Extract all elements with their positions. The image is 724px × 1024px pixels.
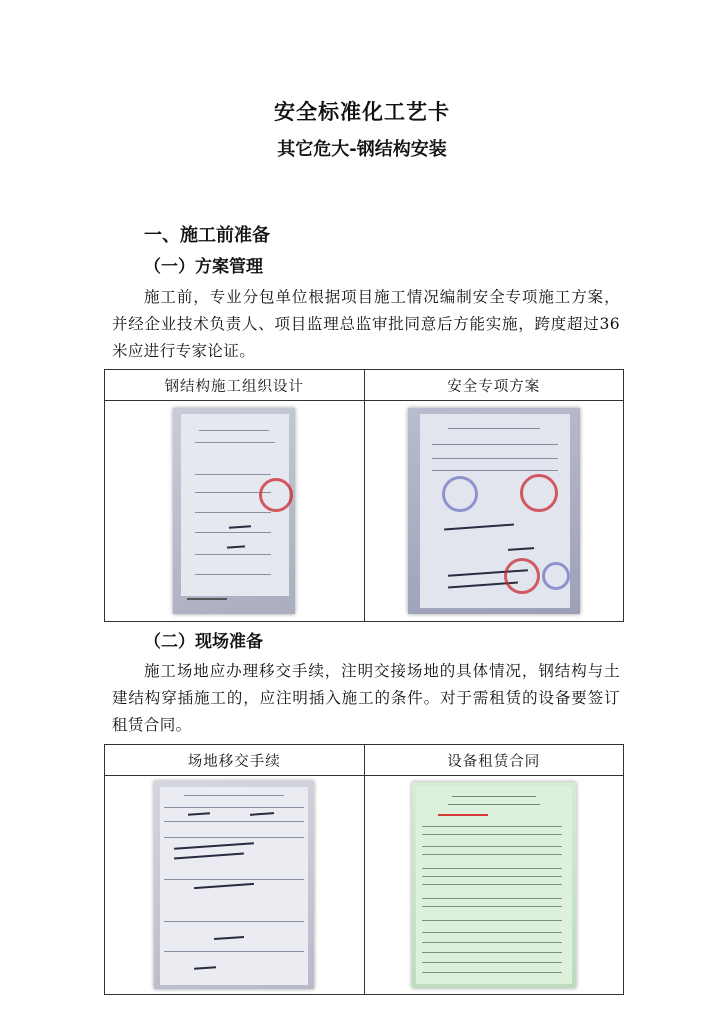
- cell-photo-construction-design: [105, 401, 365, 622]
- photo-construction-design: [173, 408, 295, 614]
- table-site-documents: [104, 744, 624, 995]
- blue-seal-icon: [542, 562, 570, 590]
- table-header-equipment-lease: 设备租赁合同: [364, 745, 624, 776]
- cell-photo-site-handover: [105, 776, 365, 995]
- document-subtitle: 其它危大-钢结构安装: [277, 139, 447, 160]
- document-title: 安全标准化工艺卡: [274, 100, 450, 124]
- table-plan-documents: [104, 369, 624, 622]
- subsection-heading-site: （二）现场准备: [144, 632, 263, 652]
- cell-photo-safety-plan: [364, 401, 624, 622]
- photo-site-handover: [154, 781, 314, 989]
- section-heading: 一、施工前准备: [144, 225, 270, 246]
- photo-equipment-lease: [412, 782, 576, 988]
- paragraph-site: 施工场地应办理移交手续，注明交接场地的具体情况，钢结构与土建结构穿插施工的，应注明插入施工的条件。对于需租赁的设备要签订租赁合同。: [112, 662, 620, 734]
- red-seal-icon: [259, 478, 293, 512]
- table-header-construction-design: 钢结构施工组织设计: [105, 370, 365, 401]
- red-seal-icon: [504, 558, 540, 594]
- table-header-site-handover: 场地移交手续: [105, 745, 365, 776]
- photo-safety-plan: [408, 408, 580, 614]
- subsection-heading-plan: （一）方案管理: [144, 257, 263, 277]
- red-seal-icon: [520, 474, 558, 512]
- cell-photo-equipment-lease: [364, 776, 624, 995]
- table-header-safety-plan: 安全专项方案: [364, 370, 624, 401]
- blue-seal-icon: [442, 476, 478, 512]
- paragraph-plan: 施工前，专业分包单位根据项目施工情况编制安全专项施工方案，并经企业技术负责人、项目监理总监审批同意后方能实施，跨度超过36米应进行专家论证。: [112, 288, 620, 360]
